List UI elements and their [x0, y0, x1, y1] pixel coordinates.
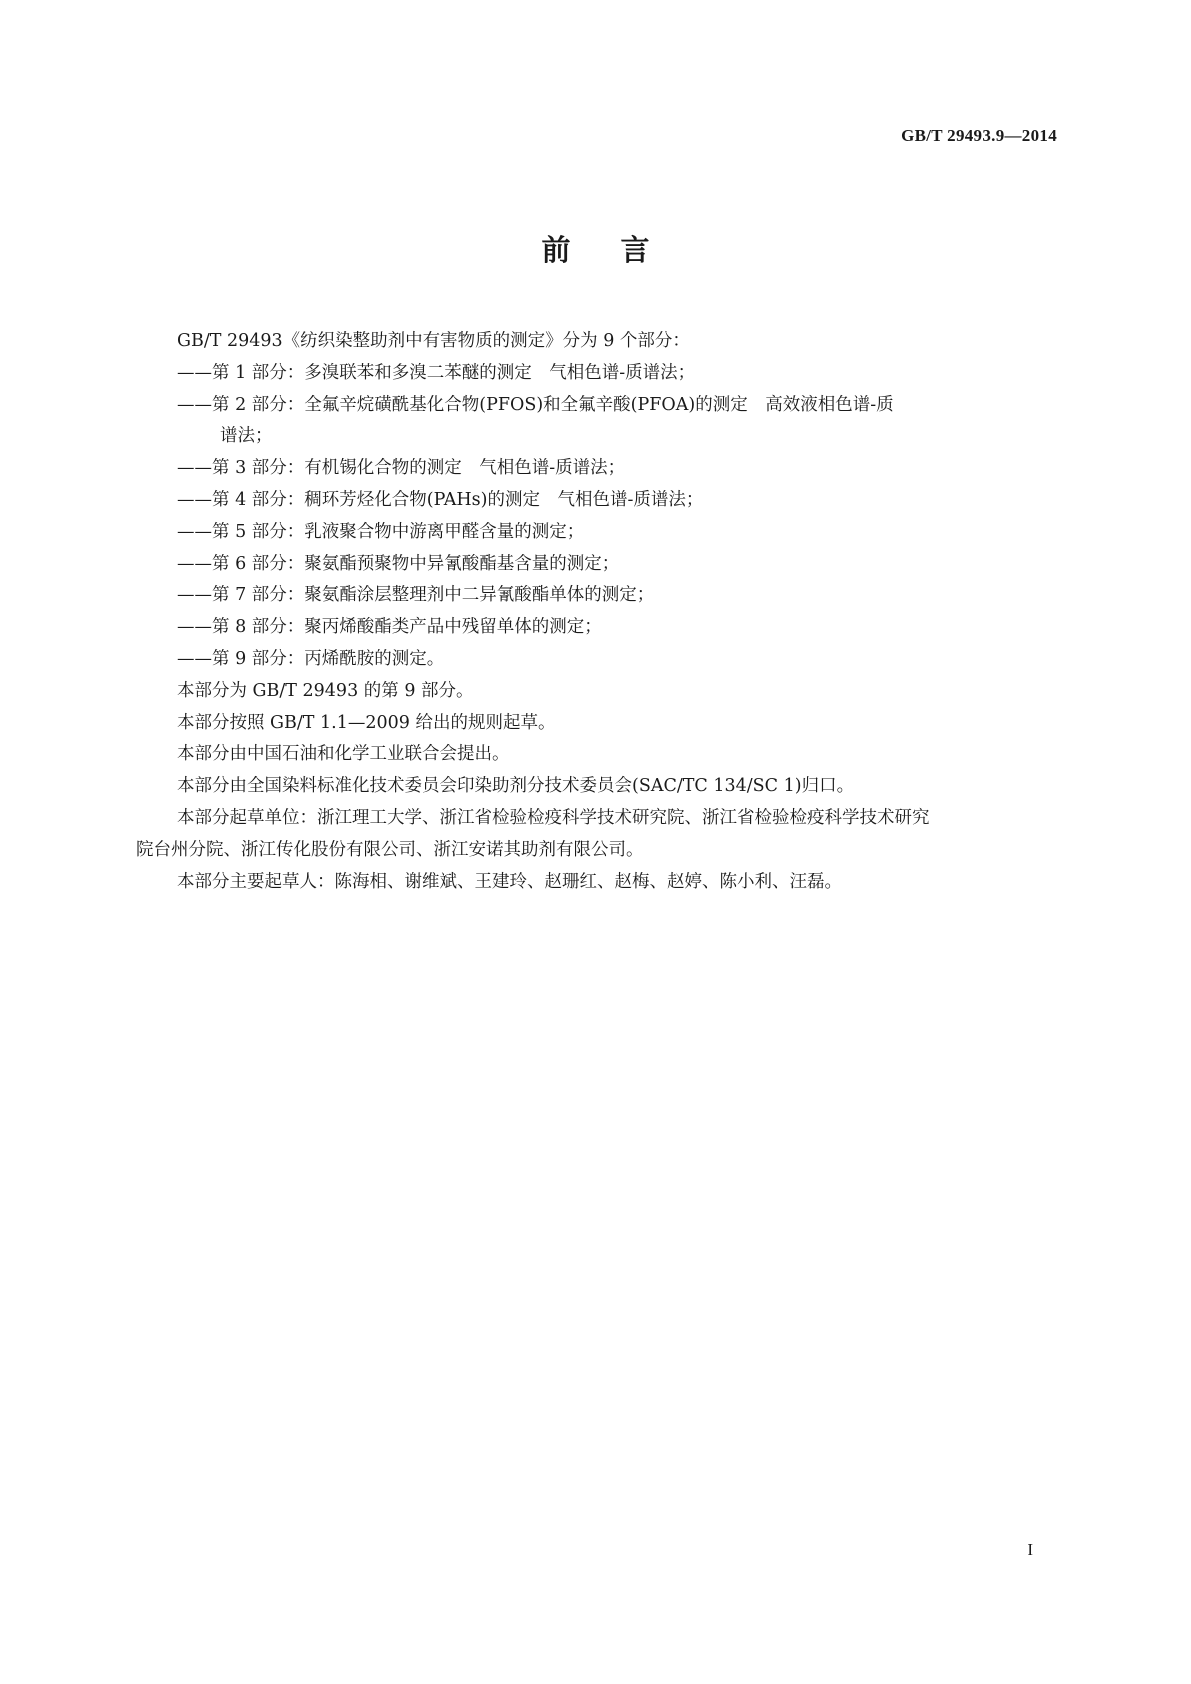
list-item-part-2	[136, 390, 1071, 454]
list-item-part-1: ——第 1 部分：多溴联苯和多溴二苯醚的测定 气相色谱-质谱法；	[177, 362, 696, 383]
standard-number: GB/T 29493.9—2014	[901, 126, 1057, 145]
list-item-part-4: ——第 4 部分：稠环芳烃化合物(PAHs)的测定 气相色谱-质谱法；	[177, 489, 704, 510]
document-body	[136, 326, 1071, 898]
drafting-units-line-2: 院台州分院、浙江传化股份有限公司、浙江安诺其助剂有限公司。	[136, 839, 644, 860]
intro-paragraph: GB/T 29493《纺织染整助剂中有害物质的测定》分为 9 个部分：	[177, 331, 690, 351]
statement-part-number: 本部分为 GB/T 29493 的第 9 部分。	[177, 680, 474, 701]
drafters-paragraph: 本部分主要起草人：陈海相、谢维斌、王建玲、赵珊红、赵梅、赵婷、陈小利、汪磊。	[177, 871, 842, 892]
page-title: 前言	[541, 233, 700, 267]
list-item-part-2-line-1: ——第 2 部分：全氟辛烷磺酰基化合物(PFOS)和全氟辛酸(PFOA)的测定 高效液相色谱-质	[177, 394, 894, 415]
statement-proposer: 本部分由中国石油和化学工业联合会提出。	[177, 744, 510, 765]
statement-drafting-rules: 本部分按照 GB/T 1.1—2009 给出的规则起草。	[177, 712, 556, 733]
list-item-part-6: ——第 6 部分：聚氨酯预聚物中异氰酸酯基含量的测定；	[177, 553, 620, 574]
list-item-part-7: ——第 7 部分：聚氨酯涂层整理剂中二异氰酸酯单体的测定；	[177, 585, 655, 606]
list-item-part-2-line-2: 谱法；	[220, 426, 273, 447]
list-item-part-9: ——第 9 部分：丙烯酰胺的测定。	[177, 648, 445, 669]
statement-committee: 本部分由全国染料标准化技术委员会印染助剂分技术委员会(SAC/TC 134/SC 1)归口。	[177, 776, 855, 797]
drafting-units-paragraph	[136, 803, 1071, 867]
list-item-part-8: ——第 8 部分：聚丙烯酸酯类产品中残留单体的测定；	[177, 617, 602, 638]
list-item-part-3: ——第 3 部分：有机锡化合物的测定 气相色谱-质谱法；	[177, 458, 626, 479]
list-item-part-5: ——第 5 部分：乳液聚合物中游离甲醛含量的测定；	[177, 521, 585, 542]
page-number: I	[1027, 1540, 1033, 1559]
drafting-units-line-1: 本部分起草单位：浙江理工大学、浙江省检验检疫科学技术研究院、浙江省检验检疫科学技术研究	[177, 807, 930, 828]
